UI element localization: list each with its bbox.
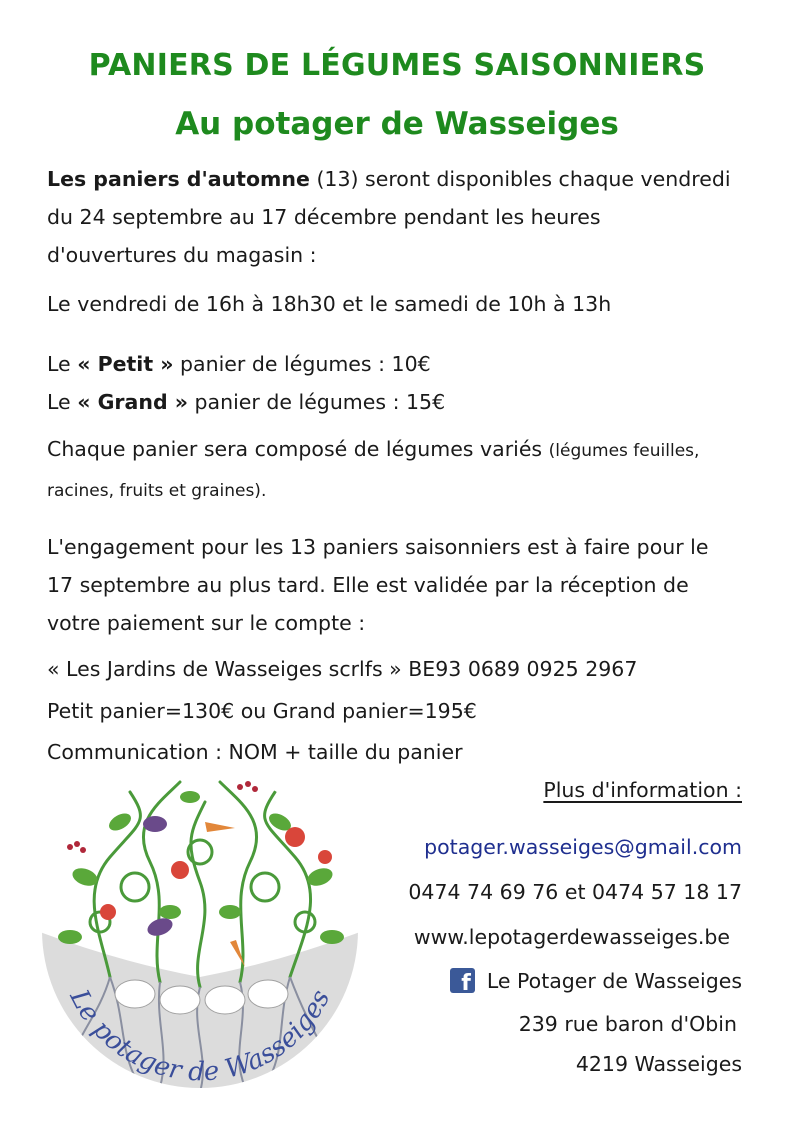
logo-text: Le potager de Wasseiges — [63, 985, 337, 1088]
big-basket-name: « Grand » — [77, 390, 189, 414]
engagement-line-1: L'engagement pour les 13 paniers saisonniers est à faire pour le — [47, 535, 709, 559]
intro-text-2: du 24 septembre au 17 décembre pendant les heures — [47, 205, 601, 229]
engagement-paragraph — [47, 528, 747, 642]
intro-bold: Les paniers d'automne — [47, 167, 310, 191]
composition-paragraph — [47, 430, 747, 510]
total-prices: Petit panier=130€ ou Grand panier=195€ — [47, 699, 477, 723]
vegetables — [67, 781, 332, 967]
facebook-label: Le Potager de Wasseiges — [486, 968, 742, 993]
page-title: PANIERS DE LÉGUMES SAISONNIERS — [88, 48, 706, 83]
page-subtitle: Au potager de Wasseiges — [175, 106, 619, 142]
payment-communication: Communication : NOM + taille du panier — [47, 740, 463, 764]
big-basket-price: panier de légumes : 15€ — [188, 390, 446, 414]
big-basket-prefix: Le — [47, 390, 78, 414]
engagement-line-3: votre paiement sur le compte : — [47, 611, 366, 635]
small-basket-price: panier de légumes : 10€ — [173, 352, 431, 376]
info-heading: Plus d'information : — [543, 778, 742, 802]
potager-logo — [40, 762, 360, 1092]
small-basket-name: « Petit » — [77, 352, 174, 376]
facebook-icon: f — [450, 968, 475, 993]
email-link[interactable]: potager.wasseiges@gmail.com — [424, 835, 742, 859]
address-city: 4219 Wasseiges — [575, 1052, 742, 1076]
composition-main: Chaque panier sera composé de légumes variés — [47, 437, 549, 461]
opening-hours: Le vendredi de 16h à 18h30 et le samedi de 10h à 13h — [47, 292, 612, 316]
phone-numbers: 0474 74 69 76 et 0474 57 18 17 — [408, 880, 742, 904]
composition-detail-1: (légumes feuilles, — [548, 441, 700, 461]
intro-paragraph — [47, 160, 747, 274]
basket-prices — [47, 345, 747, 421]
composition-detail-2: racines, fruits et graines). — [47, 481, 267, 501]
vines — [90, 782, 315, 987]
bank-account: « Les Jardins de Wasseiges scrlfs » BE93 0689 0925 2967 — [47, 657, 638, 681]
website-link[interactable]: www.lepotagerdewasseiges.be — [413, 925, 730, 949]
facebook-link[interactable] — [450, 968, 742, 996]
address-street: 239 rue baron d'Obin — [518, 1012, 737, 1036]
intro-text-1: (13) seront disponibles chaque vendredi — [309, 167, 731, 191]
intro-text-3: d'ouvertures du magasin : — [47, 243, 317, 267]
engagement-line-2: 17 septembre au plus tard. Elle est validée par la réception de — [47, 573, 689, 597]
small-basket-prefix: Le — [47, 352, 78, 376]
